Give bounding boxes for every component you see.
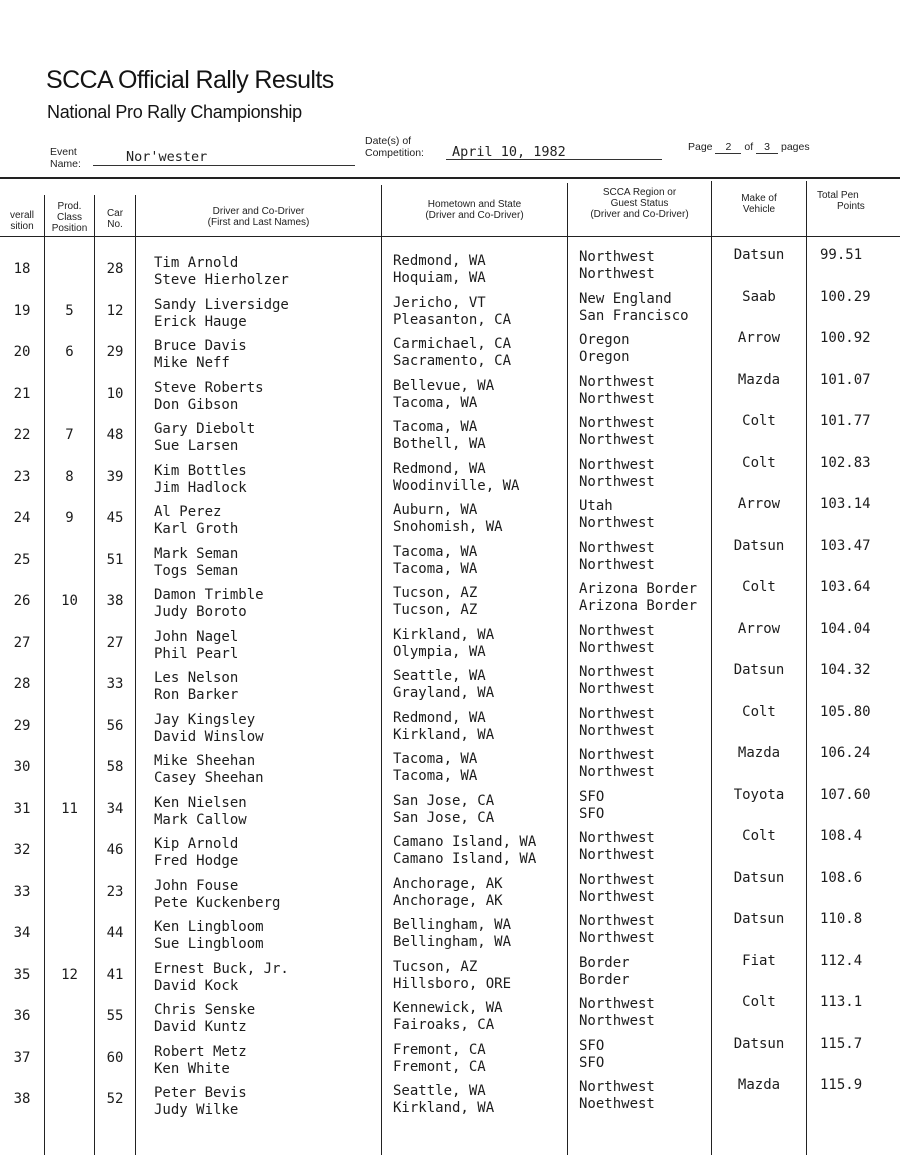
class-position: 9 — [65, 510, 74, 526]
car-number: 44 — [106, 925, 124, 941]
car-number: 56 — [106, 718, 124, 734]
car-number: 38 — [106, 593, 124, 609]
driver-region: Northwest — [579, 540, 655, 556]
overall-position: 23 — [13, 469, 31, 485]
co-driver-name: Pete Kuckenberg — [154, 895, 281, 911]
vehicle-make: Datsun — [733, 247, 785, 263]
car-number: 41 — [106, 967, 124, 983]
overall-position: 24 — [13, 510, 31, 526]
co-driver-hometown: Bellingham, WA — [393, 934, 512, 950]
total-points: 108.6 — [820, 870, 863, 886]
vehicle-make: Colt — [742, 828, 776, 844]
col-class-position: Prod. Class Position — [51, 201, 88, 234]
total-points: 103.64 — [820, 579, 871, 595]
col-overall-position: verall sition — [10, 210, 34, 232]
total-points: 99.51 — [820, 247, 863, 263]
class-position: 7 — [65, 427, 74, 443]
vehicle-make: Mazda — [737, 745, 781, 761]
vehicle-make: Arrow — [737, 496, 781, 512]
class-position: 8 — [65, 469, 74, 485]
total-points: 107.60 — [820, 787, 871, 803]
driver-name: Mark Seman — [154, 546, 239, 562]
co-driver-region: SFO — [579, 1055, 605, 1071]
co-driver-name: Steve Hierholzer — [154, 272, 289, 288]
page-subtitle: National Pro Rally Championship — [47, 102, 302, 122]
class-position: 10 — [61, 593, 78, 609]
overall-position: 35 — [13, 967, 31, 983]
total-points: 102.83 — [820, 455, 871, 471]
co-driver-name: Sue Lingbloom — [154, 936, 264, 952]
total-points: 100.29 — [820, 289, 871, 305]
total-points: 103.47 — [820, 538, 871, 554]
total-points: 115.7 — [820, 1036, 863, 1052]
col-driver: Driver and Co-Driver (First and Last Names) — [207, 206, 310, 228]
total-points: 101.77 — [820, 413, 871, 429]
page-total: 3 — [756, 141, 778, 154]
co-driver-region: Northwest — [579, 930, 655, 946]
co-driver-region: Northwest — [579, 764, 655, 780]
driver-name: Jay Kingsley — [154, 712, 256, 728]
driver-region: Northwest — [579, 706, 655, 722]
overall-position: 28 — [13, 676, 31, 692]
driver-hometown: Tacoma, WA — [393, 544, 478, 560]
driver-hometown: Tacoma, WA — [393, 419, 478, 435]
driver-hometown: Tucson, AZ — [393, 585, 478, 601]
vehicle-make: Datsun — [733, 911, 785, 927]
overall-position: 30 — [13, 759, 31, 775]
car-number: 34 — [106, 801, 124, 817]
co-driver-region: Northwest — [579, 266, 655, 282]
car-number: 55 — [106, 1008, 124, 1024]
driver-region: Border — [579, 955, 630, 971]
driver-name: Kim Bottles — [154, 463, 247, 479]
col-car-number: Car No. — [106, 208, 124, 230]
page-counter: Page 2 of 3 pages — [688, 141, 810, 153]
table-top-rule — [0, 177, 900, 179]
driver-hometown: San Jose, CA — [393, 793, 495, 809]
overall-position: 18 — [13, 261, 31, 277]
driver-name: John Fouse — [154, 878, 239, 894]
driver-name: Ken Lingbloom — [154, 919, 264, 935]
date-value: April 10, 1982 — [452, 144, 566, 160]
co-driver-name: Don Gibson — [154, 397, 239, 413]
driver-name: Robert Metz — [154, 1044, 247, 1060]
driver-name: Al Perez — [154, 504, 222, 520]
driver-region: Northwest — [579, 830, 655, 846]
co-driver-name: Sue Larsen — [154, 438, 239, 454]
car-number: 39 — [106, 469, 124, 485]
co-driver-hometown: Olympia, WA — [393, 644, 486, 660]
driver-name: Kip Arnold — [154, 836, 239, 852]
driver-hometown: Bellingham, WA — [393, 917, 512, 933]
driver-name: Peter Bevis — [154, 1085, 247, 1101]
overall-position: 20 — [13, 344, 31, 360]
driver-hometown: Redmond, WA — [393, 710, 486, 726]
co-driver-name: Fred Hodge — [154, 853, 239, 869]
co-driver-hometown: Kirkland, WA — [393, 727, 495, 743]
co-driver-region: Northwest — [579, 474, 655, 490]
co-driver-hometown: Tacoma, WA — [393, 395, 478, 411]
col-make: Make of Vehicle — [741, 193, 777, 215]
driver-hometown: Bellevue, WA — [393, 378, 495, 394]
co-driver-hometown: Hillsboro, ORE — [393, 976, 512, 992]
co-driver-hometown: Grayland, WA — [393, 685, 495, 701]
driver-region: Northwest — [579, 623, 655, 639]
driver-hometown: Auburn, WA — [393, 502, 478, 518]
co-driver-name: Ken White — [154, 1061, 230, 1077]
co-driver-name: Ron Barker — [154, 687, 239, 703]
total-points: 105.80 — [820, 704, 871, 720]
driver-region: Northwest — [579, 1079, 655, 1095]
co-driver-region: Northwest — [579, 391, 655, 407]
co-driver-hometown: Snohomish, WA — [393, 519, 503, 535]
co-driver-region: Northwest — [579, 681, 655, 697]
co-driver-hometown: Anchorage, AK — [393, 893, 503, 909]
driver-region: New England — [579, 291, 672, 307]
driver-name: Steve Roberts — [154, 380, 264, 396]
co-driver-name: David Kock — [154, 978, 239, 994]
overall-position: 38 — [13, 1091, 31, 1107]
driver-region: Northwest — [579, 747, 655, 763]
co-driver-name: Togs Seman — [154, 563, 239, 579]
driver-name: John Nagel — [154, 629, 239, 645]
driver-hometown: Kennewick, WA — [393, 1000, 503, 1016]
driver-hometown: Camano Island, WA — [393, 834, 537, 850]
total-points: 113.1 — [820, 994, 863, 1010]
co-driver-name: Phil Pearl — [154, 646, 239, 662]
driver-hometown: Seattle, WA — [393, 1083, 486, 1099]
co-driver-hometown: Camano Island, WA — [393, 851, 537, 867]
vehicle-make: Colt — [742, 455, 776, 471]
co-driver-region: Noethwest — [579, 1096, 655, 1112]
vehicle-make: Fiat — [742, 953, 776, 969]
event-label: Event Name: — [50, 146, 81, 170]
total-points: 103.14 — [820, 496, 871, 512]
overall-position: 27 — [13, 635, 31, 651]
driver-region: Northwest — [579, 457, 655, 473]
vehicle-make: Colt — [742, 579, 776, 595]
co-driver-region: Northwest — [579, 515, 655, 531]
co-driver-region: Northwest — [579, 640, 655, 656]
co-driver-name: Casey Sheehan — [154, 770, 264, 786]
col-hometown: Hometown and State (Driver and Co-Driver) — [425, 199, 524, 221]
co-driver-region: Arizona Border — [579, 598, 698, 614]
co-driver-hometown: Hoquiam, WA — [393, 270, 486, 286]
overall-position: 26 — [13, 593, 31, 609]
total-points: 100.92 — [820, 330, 871, 346]
co-driver-name: Judy Boroto — [154, 604, 247, 620]
driver-region: SFO — [579, 1038, 605, 1054]
vehicle-make: Datsun — [733, 870, 785, 886]
co-driver-region: Northwest — [579, 432, 655, 448]
driver-region: Utah — [579, 498, 613, 514]
co-driver-name: Karl Groth — [154, 521, 239, 537]
co-driver-name: David Winslow — [154, 729, 264, 745]
driver-hometown: Carmichael, CA — [393, 336, 512, 352]
car-number: 33 — [106, 676, 124, 692]
driver-region: Northwest — [579, 374, 655, 390]
co-driver-name: David Kuntz — [154, 1019, 247, 1035]
car-number: 45 — [106, 510, 124, 526]
co-driver-name: Jim Hadlock — [154, 480, 247, 496]
driver-region: Northwest — [579, 872, 655, 888]
vehicle-make: Colt — [742, 704, 776, 720]
total-points: 115.9 — [820, 1077, 863, 1093]
total-points: 108.4 — [820, 828, 863, 844]
overall-position: 29 — [13, 718, 31, 734]
vehicle-make: Arrow — [737, 621, 781, 637]
driver-name: Tim Arnold — [154, 255, 239, 271]
driver-name: Les Nelson — [154, 670, 239, 686]
overall-position: 21 — [13, 386, 31, 402]
overall-position: 37 — [13, 1050, 31, 1066]
co-driver-hometown: Bothell, WA — [393, 436, 486, 452]
vehicle-make: Colt — [742, 413, 776, 429]
co-driver-region: Northwest — [579, 889, 655, 905]
vehicle-make: Colt — [742, 994, 776, 1010]
date-label: Date(s) of Competition: — [365, 135, 424, 159]
class-position: 5 — [65, 303, 74, 319]
co-driver-name: Mike Neff — [154, 355, 230, 371]
vehicle-make: Datsun — [733, 662, 785, 678]
page-title: SCCA Official Rally Results — [46, 66, 334, 94]
vehicle-make: Mazda — [737, 1077, 781, 1093]
car-number: 46 — [106, 842, 124, 858]
co-driver-hometown: Fairoaks, CA — [393, 1017, 495, 1033]
co-driver-region: Northwest — [579, 723, 655, 739]
col-region: SCCA Region or Guest Status (Driver and Co-Driver) — [590, 187, 689, 220]
co-driver-name: Mark Callow — [154, 812, 247, 828]
total-points: 101.07 — [820, 372, 871, 388]
page-number: 2 — [715, 141, 741, 154]
car-number: 23 — [106, 884, 124, 900]
co-driver-region: Northwest — [579, 1013, 655, 1029]
driver-region: Northwest — [579, 249, 655, 265]
driver-region: Northwest — [579, 913, 655, 929]
class-position: 12 — [61, 967, 78, 983]
overall-position: 19 — [13, 303, 31, 319]
driver-hometown: Redmond, WA — [393, 461, 486, 477]
driver-name: Chris Senske — [154, 1002, 256, 1018]
vehicle-make: Saab — [742, 289, 776, 305]
driver-hometown: Seattle, WA — [393, 668, 486, 684]
car-number: 52 — [106, 1091, 124, 1107]
driver-hometown: Tacoma, WA — [393, 751, 478, 767]
vehicle-make: Datsun — [733, 1036, 785, 1052]
total-points: 104.04 — [820, 621, 871, 637]
co-driver-region: San Francisco — [579, 308, 689, 324]
co-driver-hometown: Tacoma, WA — [393, 768, 478, 784]
overall-position: 34 — [13, 925, 31, 941]
co-driver-region: Northwest — [579, 847, 655, 863]
total-points: 104.32 — [820, 662, 871, 678]
driver-hometown: Kirkland, WA — [393, 627, 495, 643]
total-points: 106.24 — [820, 745, 871, 761]
car-number: 58 — [106, 759, 124, 775]
event-name-value: Nor'wester — [126, 149, 208, 165]
co-driver-hometown: Tucson, AZ — [393, 602, 478, 618]
driver-name: Mike Sheehan — [154, 753, 256, 769]
class-position: 6 — [65, 344, 74, 360]
co-driver-region: Oregon — [579, 349, 630, 365]
co-driver-region: Border — [579, 972, 630, 988]
driver-region: Northwest — [579, 415, 655, 431]
co-driver-hometown: Woodinville, WA — [393, 478, 520, 494]
car-number: 60 — [106, 1050, 124, 1066]
car-number: 51 — [106, 552, 124, 568]
co-driver-hometown: Pleasanton, CA — [393, 312, 512, 328]
overall-position: 22 — [13, 427, 31, 443]
co-driver-hometown: Kirkland, WA — [393, 1100, 495, 1116]
driver-name: Sandy Liversidge — [154, 297, 289, 313]
driver-hometown: Redmond, WA — [393, 253, 486, 269]
driver-name: Gary Diebolt — [154, 421, 256, 437]
col-points: Total Pen Points — [817, 190, 865, 212]
co-driver-hometown: Tacoma, WA — [393, 561, 478, 577]
car-number: 27 — [106, 635, 124, 651]
vehicle-make: Arrow — [737, 330, 781, 346]
co-driver-name: Erick Hauge — [154, 314, 247, 330]
car-number: 48 — [106, 427, 124, 443]
co-driver-region: SFO — [579, 806, 605, 822]
total-points: 110.8 — [820, 911, 863, 927]
overall-position: 31 — [13, 801, 31, 817]
driver-hometown: Anchorage, AK — [393, 876, 503, 892]
co-driver-hometown: Sacramento, CA — [393, 353, 512, 369]
driver-name: Damon Trimble — [154, 587, 264, 603]
driver-name: Ernest Buck, Jr. — [154, 961, 289, 977]
total-points: 112.4 — [820, 953, 863, 969]
driver-name: Ken Nielsen — [154, 795, 247, 811]
vehicle-make: Toyota — [733, 787, 785, 803]
co-driver-region: Northwest — [579, 557, 655, 573]
overall-position: 25 — [13, 552, 31, 568]
car-number: 29 — [106, 344, 124, 360]
class-position: 11 — [61, 801, 78, 817]
co-driver-hometown: Fremont, CA — [393, 1059, 486, 1075]
co-driver-hometown: San Jose, CA — [393, 810, 495, 826]
vehicle-make: Datsun — [733, 538, 785, 554]
driver-hometown: Fremont, CA — [393, 1042, 486, 1058]
overall-position: 33 — [13, 884, 31, 900]
car-number: 12 — [106, 303, 124, 319]
driver-hometown: Tucson, AZ — [393, 959, 478, 975]
overall-position: 36 — [13, 1008, 31, 1024]
co-driver-name: Judy Wilke — [154, 1102, 239, 1118]
vehicle-make: Mazda — [737, 372, 781, 388]
driver-name: Bruce Davis — [154, 338, 247, 354]
driver-hometown: Jericho, VT — [393, 295, 486, 311]
overall-position: 32 — [13, 842, 31, 858]
driver-region: Northwest — [579, 664, 655, 680]
driver-region: Arizona Border — [579, 581, 698, 597]
driver-region: Oregon — [579, 332, 630, 348]
driver-region: Northwest — [579, 996, 655, 1012]
car-number: 10 — [106, 386, 124, 402]
driver-region: SFO — [579, 789, 605, 805]
car-number: 28 — [106, 261, 124, 277]
